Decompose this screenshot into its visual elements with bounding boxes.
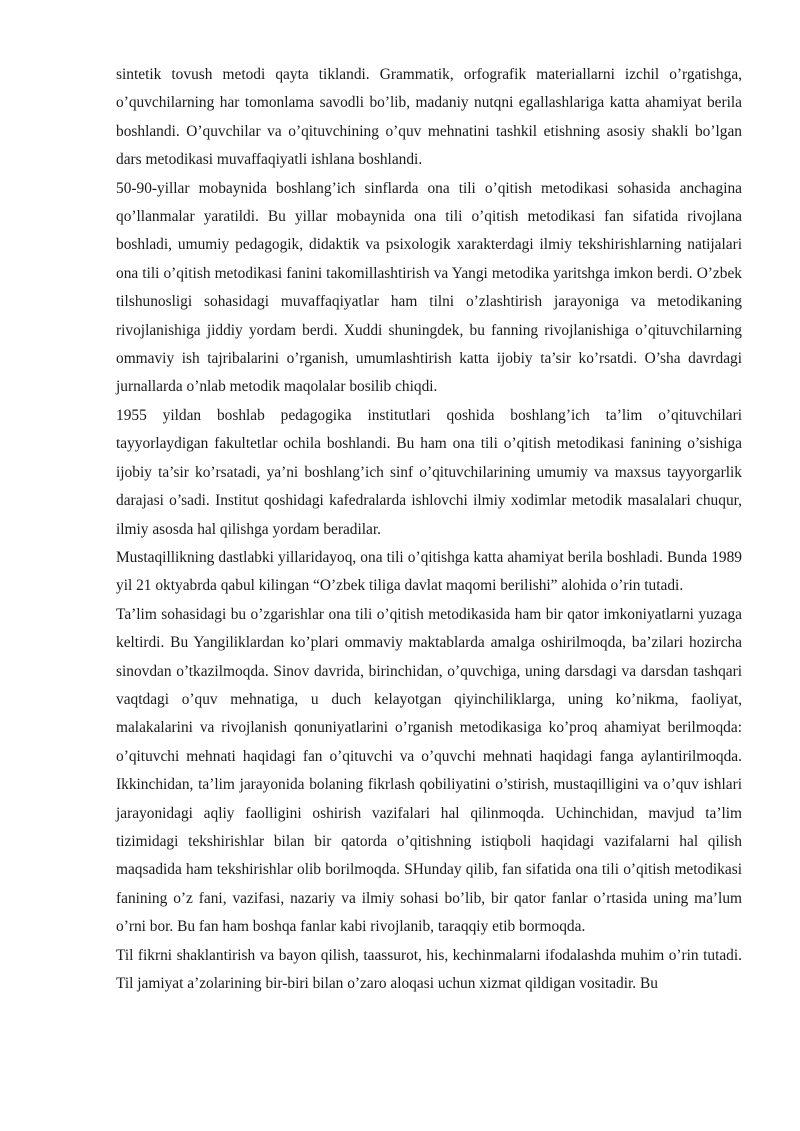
- paragraph-synthetic-sound-method: sintetik tovush metodi qayta tiklandi. Grammatik, orfografik materiallarni izchil o’rgatishga, o’quvchilarning har tomonlama savodli bo’lib, madaniy nutqni egallashlariga katta ahamiyat berila boshlandi. O’quvchilar va o’qituvchining o’quv mehnatini tashkil etishning asosiy shakli bo’lgan dars metodikasi muvaffaqiyatli ishlana boshlandi.: [116, 66, 742, 169]
- document-page: [116, 61, 742, 998]
- paragraph-language-role: Til fikrni shaklantirish va bayon qilish, taassurot, his, kechinmalarni ifodalashda muhim o’rin tutadi. Til jamiyat a’zolarining bir-biri bilan o’zaro aloqasi uchun xizmat qildigan vositadir. Bu: [116, 946, 742, 992]
- paragraph-50-90-years: 50-90-yillar mobaynida boshlang’ich sinflarda ona tili o’qitish metodikasi sohasida anchagina qo’llanmalar yaratildi. Bu yillar mobaynida ona tili o’qitish metodikasi fan sifatida rivojlana boshladi, umumiy pedagogik, didaktik va psixologik xarakterdagi ilmiy tekshirishlarning natijalari ona tili o’qitish metodikasi fanini takomillashtirish va Yangi metodika yaritshga imkon berdi. O’zbek tilshunosligi sohasidagi muvaffaqiyatlar ham tilni o’zlashtirish jarayoniga va metodikaning rivojlanishiga jiddiy yordam berdi. Xuddi shuningdek, bu fanning rivojlanishiga o’qituvchilarning ommaviy ish tajribalarini o’rganish, umumlashtirish katta ijobiy ta’sir ko’rsatdi. O’sha davrdagi jurnallarda o’nlab metodik maqolalar bosilib chiqdi.: [116, 179, 742, 396]
- paragraph-independence: Mustaqillikning dastlabki yillaridayoq, ona tili o’qitishga katta ahamiyat berila boshladi. Bunda 1989 yil 21 oktyabrda qabul kilingan “O’zbek tiliga davlat maqomi berilishi” alohida o’rin tutadi.: [116, 548, 742, 595]
- paragraph-1955-institutes: 1955 yildan boshlab pedagogika institutlari qoshida boshlang’ich ta’lim o’qituvchilari tayyorlaydigan fakultetlar ochila boshlandi. Bu ham ona tili o’qitish metodikasi fanining o’sishiga ijobiy ta’sir ko’rsatadi, ya’ni boshlang’ich sinf o’qituvchilarining umumiy va maxsus tayyorgarlik darajasi o’sadi. Institut qoshidagi kafedralarda ishlovchi ilmiy xodimlar metodik masalalari chuqur, ilmiy asosda hal qilishga yordam beradilar.: [116, 406, 742, 538]
- paragraph-education-changes: Ta’lim sohasidagi bu o’zgarishlar ona tili o’qitish metodikasida ham bir qator imkoniyatlarni yuzaga keltirdi. Bu Yangiliklardan ko’plari ommaviy maktablarda amalga oshirilmoqda, ba’zilari hozircha sinovdan o’tkazilmoqda. Sinov davrida, birinchidan, o’quvchiga, uning darsdagi va darsdan tashqari vaqtdagi o’quv mehnatiga, u duch kelayotgan qiyinchiliklarga, uning ko’nikma, faoliyat, malakalarini va rivojlanish qonuniyatlarini o’rganish metodikasiga ko’proq ahamiyat berilmoqda: o’qituvchi mehnati haqidagi fan o’qituvchi va o’quvchi mehnati haqidagi fanga aylantirilmoqda. Ikkinchidan, ta’lim jarayonida bolaning fikrlash qobiliyatini o’stirish, mustaqilligini va o’quv ishlari jarayonidagi aqliy faolligini oshirish vazifalari hal qilinmoqda. Uchinchidan, mavjud ta’lim tizimidagi tekshirishlar bilan bir qatorda o’qitishning istiqboli haqidagi vazifalarni hal qilish maqsadida ham tekshirishlar olib borilmoqda. SHunday qilib, fan sifatida ona tili o’qitish metodikasi fanining o’z fani, vazifasi, nazariy va ilmiy sohasi bo’lib, bir qator fanlar o’rtasida uning ma’lum o’rni bor. Bu fan ham boshqa fanlar kabi rivojlanib, taraqqiy etib bormoqda.: [116, 605, 742, 936]
